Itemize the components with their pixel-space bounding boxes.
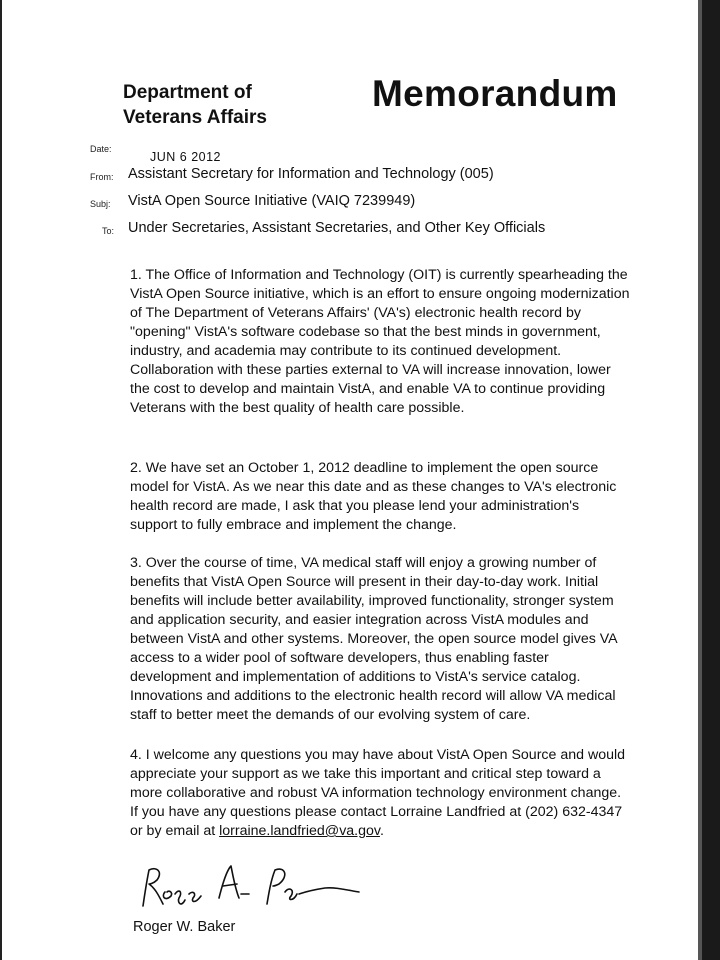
from-label: From: xyxy=(90,172,114,182)
from-value: Assistant Secretary for Information and Technology (005) xyxy=(128,166,494,182)
paragraph-4 xyxy=(130,746,630,841)
date-label: Date: xyxy=(90,144,112,154)
subject-value: VistA Open Source Initiative (VAIQ 7239949) xyxy=(128,193,416,209)
department-line2: Veterans Affairs xyxy=(123,107,267,128)
memo-title: Memorandum xyxy=(372,73,618,114)
paragraph-3: 3. Over the course of time, VA medical staff will enjoy a growing number of benefits that VistA Open Source will present in their day-to-day work. Initial benefits will include better availability, improved functionality, stronger system and application security, and easier integration across VistA modules and between VistA and other systems. Moreover, the open source model gives VA access to a wider pool of software developers, thus enabling faster development and implementation of additions to VistA's service catalog. Innovations and additions to the electronic health record will allow VA medical staff to better meet the demands of our evolving system of care. xyxy=(130,555,617,723)
signatory-name: Roger W. Baker xyxy=(133,919,236,935)
paragraph-4-text: 4. I welcome any questions you may have about VistA Open Source and would appreciate your support as we take this important and critical step toward a more collaborative and robust VA information technology environment change. If you have any questions please contact Lorraine Landfried at (202) 632-4347 or by email at xyxy=(130,747,626,839)
department-line1: Department of xyxy=(123,82,252,103)
department-name xyxy=(123,80,267,130)
scan-edge-right xyxy=(702,0,720,960)
to-label: To: xyxy=(102,226,115,236)
subject-label: Subj: xyxy=(90,199,111,209)
handwritten-signature xyxy=(135,862,365,912)
scan-edge-left xyxy=(0,0,2,960)
date-value: JUN 6 2012 xyxy=(150,150,222,164)
email-link[interactable]: lorraine.landfried@va.gov xyxy=(219,823,380,839)
paragraph-4-end: . xyxy=(379,823,384,839)
to-value: Under Secretaries, Assistant Secretaries, and Other Key Officials xyxy=(128,220,546,236)
paragraph-1: 1. The Office of Information and Technology (OIT) is currently spearheading the VistA Open Source initiative, which is an effort to ensure ongoing modernization of The Department of Veterans Affairs' (VA's) electronic health record by "opening" VistA's software codebase so that the best minds in government, industry, and academia may contribute to its continued development. Collaboration with these parties external to VA will increase innovation, lower the cost to develop and maintain VistA, and enable VA to continue providing Veterans with the best quality of health care possible. xyxy=(130,267,630,416)
paragraph-2: 2. We have set an October 1, 2012 deadline to implement the open source model for VistA. As we near this date and as these changes to VA's electronic health record are made, I ask that you please lend your administration's support to fully embrace and implement the change. xyxy=(130,460,617,533)
